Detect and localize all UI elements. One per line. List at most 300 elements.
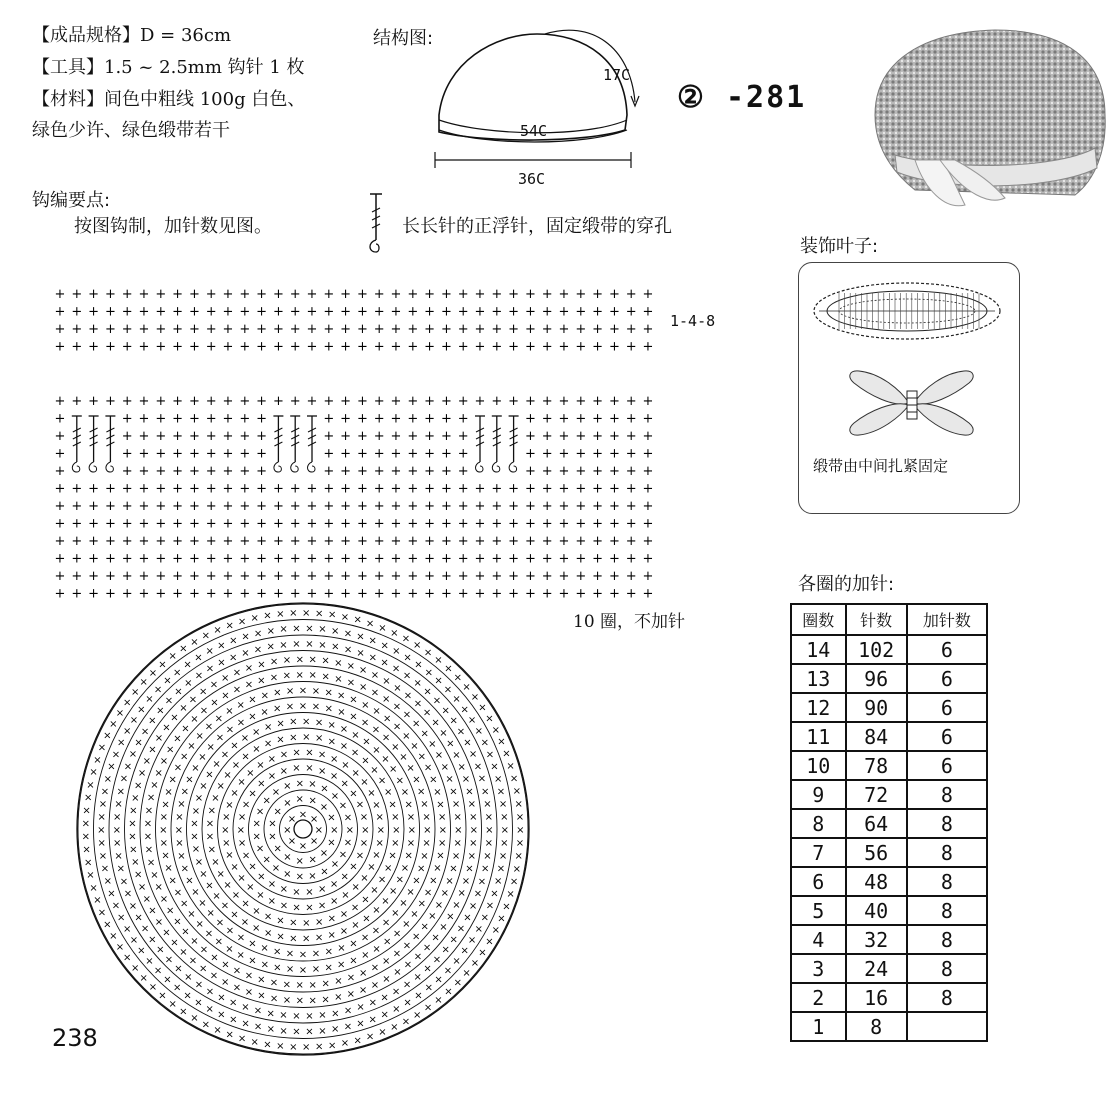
svg-text:+: + bbox=[172, 304, 184, 320]
svg-text:×: × bbox=[346, 677, 356, 689]
svg-text:+: + bbox=[188, 287, 200, 302]
svg-text:×: × bbox=[477, 876, 487, 888]
svg-text:×: × bbox=[183, 659, 192, 671]
svg-text:×: × bbox=[97, 907, 107, 919]
svg-text:+: + bbox=[155, 411, 167, 427]
svg-text:×: × bbox=[131, 857, 140, 869]
table-row bbox=[791, 867, 987, 896]
svg-text:×: × bbox=[82, 805, 91, 817]
svg-text:+: + bbox=[558, 481, 570, 497]
svg-text:×: × bbox=[282, 670, 291, 682]
svg-text:×: × bbox=[97, 812, 106, 824]
svg-text:×: × bbox=[191, 805, 201, 817]
svg-text:+: + bbox=[205, 339, 217, 355]
svg-text:×: × bbox=[302, 731, 311, 743]
svg-text:×: × bbox=[185, 875, 194, 887]
svg-text:×: × bbox=[324, 687, 333, 699]
svg-text:×: × bbox=[330, 896, 339, 908]
svg-text:×: × bbox=[164, 863, 173, 875]
svg-text:+: + bbox=[558, 322, 570, 337]
svg-text:+: + bbox=[407, 464, 419, 479]
spec-material-value-1: 间色中粗线 100g 白色、 bbox=[104, 89, 306, 110]
svg-text:×: × bbox=[457, 761, 466, 773]
svg-text:×: × bbox=[266, 1008, 275, 1020]
svg-text:+: + bbox=[104, 481, 116, 497]
svg-text:×: × bbox=[410, 740, 419, 752]
svg-text:+: + bbox=[323, 304, 335, 320]
svg-text:+: + bbox=[272, 551, 284, 567]
svg-text:+: + bbox=[172, 394, 184, 409]
svg-text:+: + bbox=[222, 499, 234, 514]
svg-text:+: + bbox=[541, 569, 553, 584]
svg-text:+: + bbox=[440, 322, 452, 337]
svg-text:+: + bbox=[373, 304, 385, 320]
svg-text:×: × bbox=[321, 655, 330, 667]
svg-text:+: + bbox=[205, 534, 217, 549]
svg-text:+: + bbox=[155, 534, 167, 549]
svg-text:×: × bbox=[403, 652, 412, 664]
svg-text:×: × bbox=[324, 703, 333, 715]
svg-text:×: × bbox=[318, 884, 327, 896]
svg-text:×: × bbox=[213, 1024, 222, 1036]
table-row bbox=[791, 954, 987, 983]
svg-text:×: × bbox=[368, 635, 377, 647]
svg-text:×: × bbox=[194, 793, 204, 805]
svg-text:×: × bbox=[383, 936, 392, 948]
structure-title: 结构图: bbox=[373, 28, 434, 49]
svg-text:×: × bbox=[381, 917, 391, 929]
svg-text:+: + bbox=[457, 569, 469, 584]
svg-text:×: × bbox=[305, 1026, 314, 1038]
svg-text:+: + bbox=[373, 287, 385, 302]
svg-text:×: × bbox=[279, 900, 289, 912]
svg-text:+: + bbox=[575, 569, 587, 584]
svg-text:+: + bbox=[625, 446, 637, 462]
svg-text:+: + bbox=[491, 287, 503, 302]
svg-text:+: + bbox=[306, 516, 318, 532]
svg-text:+: + bbox=[340, 411, 352, 427]
svg-text:×: × bbox=[225, 1029, 234, 1041]
svg-text:×: × bbox=[175, 812, 184, 823]
svg-text:+: + bbox=[457, 481, 469, 497]
svg-text:+: + bbox=[373, 481, 385, 497]
svg-text:×: × bbox=[351, 729, 360, 741]
svg-text:+: + bbox=[172, 586, 184, 602]
svg-text:+: + bbox=[155, 586, 167, 602]
svg-text:+: + bbox=[88, 481, 100, 497]
svg-text:+: + bbox=[289, 569, 301, 584]
svg-text:×: × bbox=[184, 971, 193, 983]
svg-text:+: + bbox=[205, 429, 217, 444]
svg-text:+: + bbox=[558, 304, 570, 320]
svg-text:×: × bbox=[111, 749, 121, 761]
svg-text:×: × bbox=[337, 706, 346, 718]
svg-text:×: × bbox=[453, 977, 462, 989]
svg-text:×: × bbox=[370, 687, 380, 699]
svg-text:+: + bbox=[121, 429, 133, 444]
svg-text:×: × bbox=[248, 955, 257, 967]
svg-text:+: + bbox=[424, 586, 436, 602]
svg-text:+: + bbox=[323, 481, 335, 497]
svg-text:×: × bbox=[223, 879, 232, 891]
svg-text:×: × bbox=[480, 737, 489, 749]
svg-text:+: + bbox=[272, 516, 284, 532]
svg-text:×: × bbox=[207, 805, 216, 817]
svg-text:+: + bbox=[205, 551, 217, 567]
svg-text:+: + bbox=[172, 499, 184, 514]
svg-text:×: × bbox=[434, 675, 443, 687]
increase-cell: 8 bbox=[907, 780, 987, 809]
svg-text:×: × bbox=[343, 644, 353, 656]
stitches-cell: 32 bbox=[846, 925, 907, 954]
svg-text:×: × bbox=[305, 623, 314, 635]
svg-text:+: + bbox=[54, 586, 66, 602]
svg-text:×: × bbox=[491, 724, 500, 736]
svg-text:×: × bbox=[468, 900, 478, 912]
svg-text:+: + bbox=[289, 499, 301, 514]
svg-text:+: + bbox=[289, 516, 301, 532]
svg-text:×: × bbox=[358, 665, 368, 677]
svg-text:×: × bbox=[201, 1019, 210, 1031]
svg-text:×: × bbox=[468, 749, 478, 761]
svg-text:+: + bbox=[558, 339, 570, 355]
svg-text:+: + bbox=[356, 339, 368, 355]
svg-text:×: × bbox=[318, 1025, 327, 1037]
svg-text:×: × bbox=[230, 788, 239, 799]
svg-text:×: × bbox=[515, 838, 525, 849]
svg-text:+: + bbox=[575, 287, 587, 302]
svg-text:+: + bbox=[541, 287, 553, 302]
svg-text:+: + bbox=[256, 411, 268, 427]
svg-text:×: × bbox=[174, 963, 183, 975]
svg-text:×: × bbox=[473, 888, 483, 900]
svg-text:×: × bbox=[465, 863, 474, 875]
svg-text:×: × bbox=[324, 962, 333, 974]
svg-text:×: × bbox=[205, 663, 215, 675]
svg-text:×: × bbox=[81, 818, 90, 830]
svg-text:×: × bbox=[279, 749, 289, 761]
svg-text:+: + bbox=[121, 499, 133, 514]
svg-text:+: + bbox=[424, 516, 436, 532]
svg-text:×: × bbox=[451, 850, 461, 862]
svg-text:×: × bbox=[305, 902, 314, 914]
svg-text:+: + bbox=[407, 499, 419, 514]
svg-text:×: × bbox=[346, 972, 356, 984]
svg-text:×: × bbox=[359, 812, 369, 824]
svg-text:+: + bbox=[306, 339, 318, 355]
svg-text:+: + bbox=[474, 534, 486, 549]
spec-material bbox=[32, 86, 305, 114]
svg-text:+: + bbox=[323, 534, 335, 549]
svg-text:×: × bbox=[173, 762, 183, 774]
svg-text:+: + bbox=[508, 516, 520, 532]
svg-text:×: × bbox=[253, 1021, 263, 1033]
svg-text:+: + bbox=[625, 322, 637, 337]
svg-text:×: × bbox=[128, 831, 137, 843]
svg-text:+: + bbox=[457, 429, 469, 444]
svg-text:×: × bbox=[231, 889, 241, 901]
svg-text:×: × bbox=[283, 825, 292, 836]
svg-text:×: × bbox=[190, 818, 199, 830]
svg-text:+: + bbox=[172, 481, 184, 497]
svg-text:×: × bbox=[318, 1010, 327, 1022]
svg-text:+: + bbox=[188, 339, 200, 355]
svg-text:×: × bbox=[273, 843, 282, 855]
svg-text:+: + bbox=[642, 287, 654, 302]
svg-text:+: + bbox=[155, 429, 167, 444]
svg-text:×: × bbox=[334, 992, 343, 1004]
svg-text:×: × bbox=[413, 640, 422, 652]
svg-text:×: × bbox=[406, 887, 415, 899]
svg-text:+: + bbox=[71, 339, 83, 355]
svg-text:+: + bbox=[155, 499, 167, 514]
svg-text:+: + bbox=[491, 339, 503, 355]
svg-text:+: + bbox=[575, 394, 587, 409]
svg-text:×: × bbox=[86, 779, 95, 791]
svg-text:+: + bbox=[256, 287, 268, 302]
svg-text:×: × bbox=[232, 684, 242, 696]
svg-text:×: × bbox=[305, 747, 314, 759]
svg-text:+: + bbox=[558, 569, 570, 584]
svg-text:+: + bbox=[256, 322, 268, 337]
svg-text:×: × bbox=[449, 715, 458, 727]
svg-text:+: + bbox=[222, 534, 234, 549]
svg-text:+: + bbox=[172, 516, 184, 532]
increase-cell: 8 bbox=[907, 809, 987, 838]
table-row bbox=[791, 693, 987, 722]
svg-text:×: × bbox=[180, 898, 189, 910]
svg-text:×: × bbox=[391, 986, 401, 998]
table-row bbox=[791, 1012, 987, 1041]
svg-text:×: × bbox=[399, 752, 408, 763]
svg-text:×: × bbox=[443, 684, 453, 696]
svg-text:+: + bbox=[373, 516, 385, 532]
round-cell: 7 bbox=[791, 838, 846, 867]
svg-text:×: × bbox=[361, 825, 370, 836]
svg-text:×: × bbox=[252, 831, 261, 843]
svg-text:+: + bbox=[592, 394, 604, 409]
svg-text:+: + bbox=[138, 394, 150, 409]
svg-text:+: + bbox=[239, 551, 251, 567]
svg-text:×: × bbox=[502, 748, 511, 760]
svg-text:+: + bbox=[642, 516, 654, 532]
svg-text:×: × bbox=[382, 956, 391, 968]
svg-text:+: + bbox=[138, 586, 150, 602]
svg-text:×: × bbox=[273, 687, 282, 699]
svg-text:×: × bbox=[453, 812, 462, 823]
svg-text:×: × bbox=[158, 659, 167, 671]
svg-text:×: × bbox=[470, 692, 480, 704]
svg-text:×: × bbox=[257, 659, 266, 671]
svg-text:×: × bbox=[305, 763, 314, 775]
svg-text:×: × bbox=[375, 812, 384, 824]
svg-text:×: × bbox=[440, 888, 449, 900]
svg-text:+: + bbox=[323, 569, 335, 584]
svg-text:×: × bbox=[497, 913, 506, 925]
svg-text:+: + bbox=[524, 304, 536, 320]
svg-text:+: + bbox=[541, 499, 553, 514]
svg-text:×: × bbox=[331, 625, 340, 637]
svg-text:×: × bbox=[496, 863, 506, 875]
svg-text:×: × bbox=[403, 959, 413, 971]
svg-text:×: × bbox=[268, 818, 277, 830]
svg-text:×: × bbox=[98, 850, 108, 862]
svg-text:+: + bbox=[508, 551, 520, 567]
svg-text:×: × bbox=[205, 646, 214, 658]
spec-tool bbox=[32, 54, 305, 82]
svg-text:+: + bbox=[541, 411, 553, 427]
svg-text:+: + bbox=[373, 499, 385, 514]
svg-text:×: × bbox=[368, 997, 377, 1009]
svg-text:×: × bbox=[417, 751, 426, 763]
svg-text:×: × bbox=[399, 898, 408, 909]
svg-text:+: + bbox=[508, 499, 520, 514]
svg-text:×: × bbox=[497, 736, 506, 748]
increase-cell: 8 bbox=[907, 896, 987, 925]
svg-text:+: + bbox=[306, 304, 318, 320]
svg-text:×: × bbox=[97, 742, 107, 754]
svg-text:×: × bbox=[456, 923, 466, 935]
svg-text:×: × bbox=[253, 644, 263, 656]
svg-text:+: + bbox=[457, 499, 469, 514]
stitches-cell: 24 bbox=[846, 954, 907, 983]
svg-text:×: × bbox=[248, 938, 257, 950]
svg-text:×: × bbox=[388, 850, 397, 862]
svg-text:+: + bbox=[524, 481, 536, 497]
svg-text:+: + bbox=[54, 481, 66, 497]
svg-text:×: × bbox=[356, 1002, 365, 1014]
svg-text:+: + bbox=[172, 551, 184, 567]
svg-text:×: × bbox=[413, 1009, 422, 1021]
svg-text:+: + bbox=[440, 551, 452, 567]
svg-text:×: × bbox=[370, 962, 380, 974]
svg-text:+: + bbox=[88, 304, 100, 320]
svg-text:×: × bbox=[206, 741, 215, 753]
svg-text:×: × bbox=[400, 787, 410, 799]
svg-text:+: + bbox=[138, 516, 150, 532]
svg-text:×: × bbox=[123, 726, 132, 737]
svg-text:×: × bbox=[225, 724, 235, 736]
svg-text:×: × bbox=[401, 1016, 411, 1028]
svg-text:×: × bbox=[237, 777, 246, 789]
svg-text:×: × bbox=[331, 1008, 340, 1020]
svg-text:×: × bbox=[148, 744, 157, 756]
svg-text:×: × bbox=[119, 773, 129, 785]
svg-text:×: × bbox=[267, 896, 276, 908]
svg-text:+: + bbox=[642, 569, 654, 584]
svg-text:+: + bbox=[642, 481, 654, 497]
svg-text:×: × bbox=[248, 788, 257, 800]
svg-text:+: + bbox=[642, 339, 654, 355]
svg-text:×: × bbox=[140, 923, 150, 935]
svg-text:+: + bbox=[188, 394, 200, 409]
svg-text:×: × bbox=[477, 773, 487, 785]
svg-text:+: + bbox=[289, 394, 301, 409]
svg-text:+: + bbox=[323, 411, 335, 427]
table-row bbox=[791, 722, 987, 751]
svg-text:×: × bbox=[283, 797, 292, 809]
svg-text:+: + bbox=[491, 304, 503, 320]
svg-text:+: + bbox=[138, 569, 150, 584]
svg-text:×: × bbox=[279, 624, 288, 636]
svg-text:×: × bbox=[115, 708, 125, 719]
svg-text:×: × bbox=[248, 711, 257, 723]
svg-text:×: × bbox=[109, 930, 118, 942]
svg-text:×: × bbox=[315, 608, 324, 620]
svg-text:×: × bbox=[163, 974, 172, 986]
svg-text:+: + bbox=[390, 304, 402, 320]
stitches-cell: 72 bbox=[846, 780, 907, 809]
svg-text:×: × bbox=[241, 751, 250, 763]
svg-text:×: × bbox=[180, 786, 189, 798]
svg-text:+: + bbox=[188, 586, 200, 602]
svg-text:×: × bbox=[276, 915, 285, 927]
svg-text:+: + bbox=[88, 287, 100, 302]
svg-text:×: × bbox=[137, 768, 147, 779]
svg-text:+: + bbox=[440, 586, 452, 602]
svg-text:×: × bbox=[315, 916, 324, 928]
svg-text:+: + bbox=[256, 339, 268, 355]
svg-text:+: + bbox=[138, 464, 150, 479]
svg-text:+: + bbox=[592, 322, 604, 337]
svg-text:+: + bbox=[373, 429, 385, 444]
svg-text:×: × bbox=[117, 912, 126, 924]
svg-text:×: × bbox=[289, 732, 298, 744]
svg-text:+: + bbox=[256, 481, 268, 497]
svg-text:×: × bbox=[490, 761, 499, 773]
svg-text:+: + bbox=[440, 339, 452, 355]
svg-text:×: × bbox=[423, 887, 433, 899]
svg-text:+: + bbox=[256, 464, 268, 479]
svg-text:×: × bbox=[162, 927, 171, 939]
svg-text:×: × bbox=[177, 850, 186, 862]
svg-text:×: × bbox=[220, 749, 230, 761]
svg-text:+: + bbox=[155, 569, 167, 584]
svg-text:×: × bbox=[469, 812, 478, 824]
svg-text:×: × bbox=[404, 799, 413, 811]
svg-text:+: + bbox=[340, 569, 352, 584]
dim-width: 36C bbox=[518, 170, 546, 188]
svg-text:+: + bbox=[424, 534, 436, 549]
svg-text:+: + bbox=[205, 411, 217, 427]
svg-text:+: + bbox=[575, 446, 587, 462]
symbol-description: 长长针的正浮针，固定缎带的穿孔 bbox=[402, 216, 672, 237]
svg-text:+: + bbox=[440, 464, 452, 479]
svg-text:×: × bbox=[209, 970, 219, 982]
svg-text:×: × bbox=[434, 994, 443, 1006]
svg-text:×: × bbox=[263, 738, 273, 750]
svg-text:×: × bbox=[298, 700, 308, 712]
svg-text:+: + bbox=[356, 481, 368, 497]
svg-text:+: + bbox=[457, 464, 469, 479]
svg-text:×: × bbox=[282, 655, 292, 666]
svg-text:×: × bbox=[429, 875, 438, 887]
svg-text:+: + bbox=[54, 569, 66, 584]
svg-text:×: × bbox=[257, 675, 266, 687]
svg-text:×: × bbox=[292, 886, 301, 898]
svg-text:+: + bbox=[592, 287, 604, 302]
svg-text:×: × bbox=[391, 741, 400, 753]
svg-text:×: × bbox=[116, 786, 125, 798]
svg-text:×: × bbox=[158, 990, 167, 1002]
svg-text:×: × bbox=[327, 837, 336, 849]
svg-text:×: × bbox=[210, 697, 219, 709]
svg-text:×: × bbox=[490, 888, 499, 900]
svg-text:+: + bbox=[239, 586, 251, 602]
svg-text:+: + bbox=[558, 394, 570, 409]
svg-text:×: × bbox=[395, 775, 404, 787]
svg-text:×: × bbox=[436, 850, 445, 862]
